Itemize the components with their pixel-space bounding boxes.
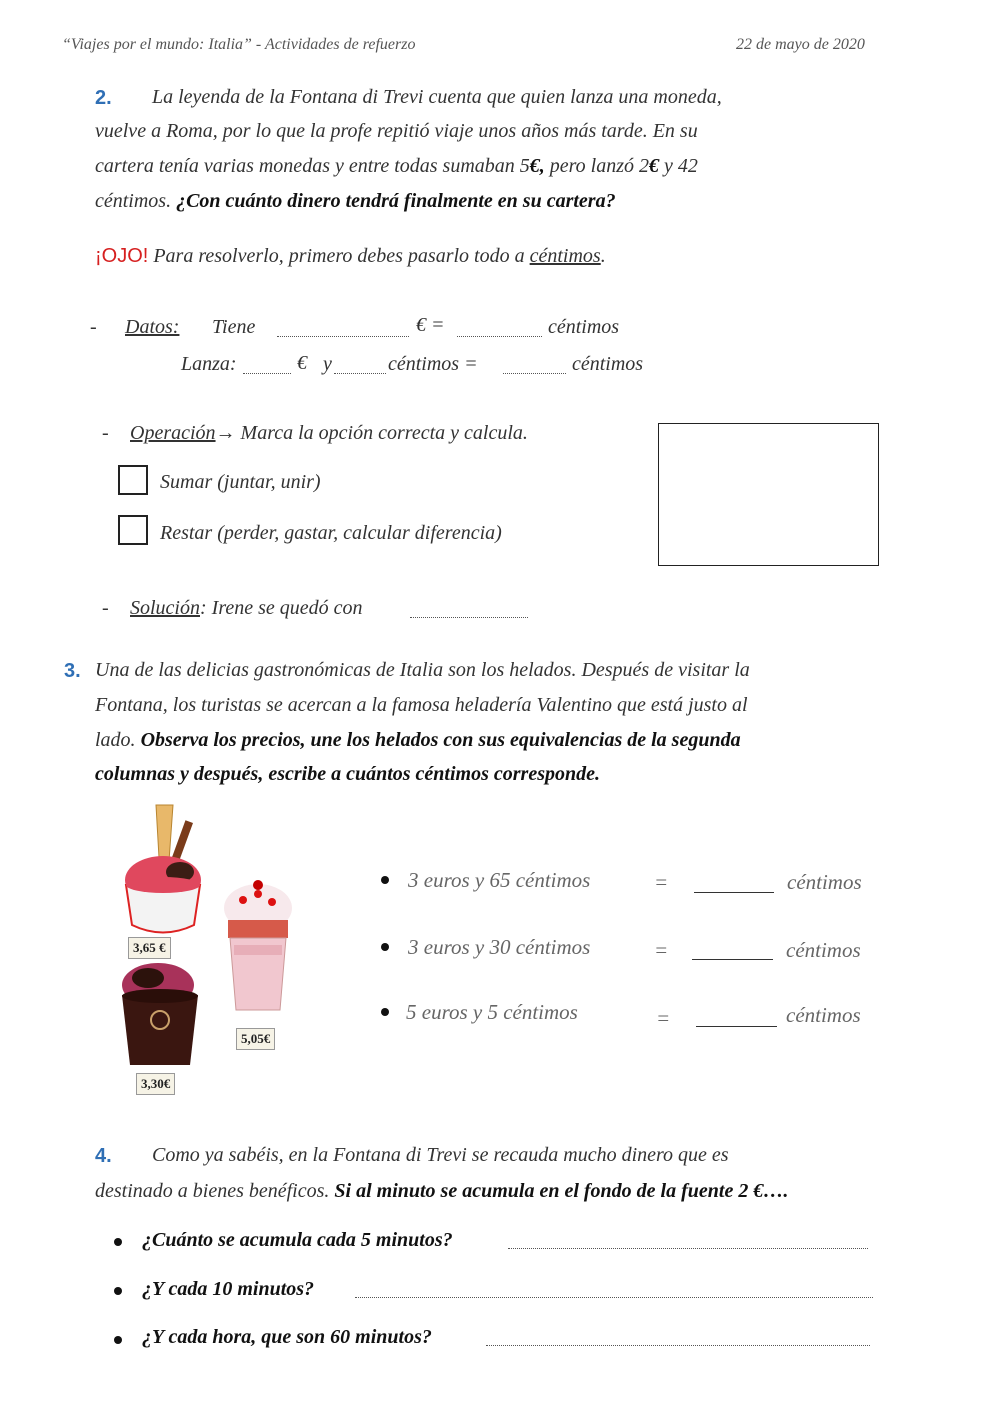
- ex2-text-line2: vuelve a Roma, por lo que la profe repitió viaje unos años más tarde. En su: [95, 120, 698, 142]
- checkbox-sumar[interactable]: [118, 465, 148, 495]
- op-line: [130, 422, 528, 445]
- ex3-text-line1: Una de las delicias gastronómicas de Italia son los helados. Después de visitar la: [95, 659, 750, 681]
- ojo-text: Para resolverlo, primero debes pasarlo todo a: [148, 245, 530, 267]
- op-text: Marca la opción correcta y calcula.: [235, 422, 528, 444]
- ojo-underlined: céntimos: [529, 245, 601, 267]
- lanza-euros-blank[interactable]: [243, 359, 291, 374]
- equivalence-1-blank[interactable]: [694, 892, 774, 893]
- ice-cream-cup-3: [122, 963, 198, 1065]
- lanza-euro-sign: €: [297, 352, 307, 374]
- lanza-label: Lanza:: [181, 353, 237, 375]
- sol-text: : Irene se quedó con: [200, 597, 363, 619]
- bullet-1: [381, 876, 389, 884]
- ex4-line2-a: destinado a bienes benéficos.: [95, 1180, 335, 1202]
- datos-dash: -: [90, 316, 97, 338]
- exercise-4-number: 4.: [95, 1145, 112, 1167]
- ojo-label: ¡OJO!: [95, 245, 149, 267]
- checkbox-restar[interactable]: [118, 515, 148, 545]
- price-tag-3: 3,30€: [136, 1073, 175, 1095]
- tiene-centimos-blank[interactable]: [457, 322, 542, 337]
- ex2-line3-b: pero lanzó 2: [544, 155, 650, 177]
- question-1: ¿Cuánto se acumula cada 5 minutos?: [142, 1229, 453, 1251]
- sol-dash: -: [102, 597, 109, 619]
- ex3-line3-a: lado.: [95, 729, 141, 751]
- op-dash: -: [102, 422, 109, 444]
- equivalence-1-eq: =: [654, 870, 669, 894]
- ex2-line3-a: cartera tenía varias monedas y entre todas sumaban 5: [95, 155, 530, 177]
- ex4-line2-b: Si al minuto se acumula en el fondo de la fuente 2 €….: [334, 1180, 789, 1202]
- solution-blank[interactable]: [410, 603, 528, 618]
- ex2-text-line4: [95, 190, 616, 213]
- q-bullet-1: [114, 1238, 122, 1246]
- equivalence-1-unit: céntimos: [787, 870, 862, 894]
- equivalence-1-text: 3 euros y 65 céntimos: [408, 868, 591, 892]
- calculation-box[interactable]: [658, 423, 879, 566]
- op-label: Operación: [130, 422, 216, 444]
- tiene-centimos-label: céntimos: [548, 316, 620, 338]
- ex2-line3-euro: €,: [529, 155, 545, 177]
- ex2-ojo-line: [95, 245, 606, 268]
- equivalence-2-blank[interactable]: [692, 959, 773, 960]
- ice-cream-cup-2: [224, 880, 292, 1010]
- lanza-total-centimos: céntimos: [572, 353, 644, 375]
- equivalence-3-text: 5 euros y 5 céntimos: [406, 1000, 578, 1024]
- ex2-text-line3: [95, 155, 698, 178]
- sol-line: [130, 597, 363, 620]
- question-3: ¿Y cada hora, que son 60 minutos?: [142, 1326, 432, 1348]
- ex4-text-line2: [95, 1180, 788, 1203]
- equivalence-2-eq: =: [654, 938, 669, 962]
- ice-cream-cup-1: [125, 805, 201, 933]
- ex2-question: ¿Con cuánto dinero tendrá finalmente en su cartera?: [176, 190, 616, 212]
- option-restar-label: Restar (perder, gastar, calcular diferencia): [160, 522, 502, 544]
- option-sumar-label: Sumar (juntar, unir): [160, 471, 321, 493]
- lanza-total-blank[interactable]: [503, 359, 566, 374]
- equivalence-3-blank[interactable]: [696, 1026, 777, 1027]
- doc-date: 22 de mayo de 2020: [736, 36, 865, 53]
- ex3-line3-b: Observa los precios, une los helados con sus equivalencias de la segunda: [140, 729, 741, 751]
- equivalence-3-unit: céntimos: [786, 1003, 861, 1027]
- bullet-3: [381, 1008, 389, 1016]
- exercise-2-number: 2.: [95, 87, 112, 109]
- lanza-y: y: [323, 353, 332, 375]
- equivalence-2-text: 3 euros y 30 céntimos: [408, 935, 591, 959]
- equivalence-2-unit: céntimos: [786, 938, 861, 962]
- op-arrow: →: [215, 422, 236, 444]
- ex3-text-line3: [95, 729, 741, 752]
- lanza-centimos-eq: céntimos =: [388, 353, 478, 375]
- ojo-end: .: [600, 245, 606, 267]
- ex2-line3-c: y 42: [659, 155, 698, 177]
- answer-2-blank[interactable]: [355, 1283, 873, 1298]
- lanza-centimos-blank[interactable]: [334, 359, 386, 374]
- price-tag-2: 5,05€: [236, 1028, 275, 1050]
- doc-title: “Viajes por el mundo: Italia” - Actividades de refuerzo: [62, 36, 416, 53]
- price-tag-1: 3,65 €: [128, 937, 171, 959]
- ex3-text-line2: Fontana, los turistas se acercan a la famosa heladería Valentino que está justo al: [95, 694, 748, 716]
- tiene-euros-blank[interactable]: [277, 322, 409, 337]
- datos-tiene: Tiene: [212, 316, 256, 338]
- ex3-text-line4: columnas y después, escribe a cuántos céntimos corresponde.: [95, 763, 600, 785]
- bullet-2: [381, 943, 389, 951]
- exercise-3-number: 3.: [64, 660, 81, 682]
- question-2: ¿Y cada 10 minutos?: [142, 1278, 315, 1300]
- q-bullet-2: [114, 1287, 122, 1295]
- tiene-euro-eq: € =: [416, 314, 445, 336]
- ex2-line4-a: céntimos.: [95, 190, 177, 212]
- ex2-text-line1: La leyenda de la Fontana di Trevi cuenta que quien lanza una moneda,: [152, 86, 722, 108]
- sol-label: Solución: [130, 597, 200, 619]
- q-bullet-3: [114, 1336, 122, 1344]
- ex4-text-line1: Como ya sabéis, en la Fontana di Trevi se recauda mucho dinero que es: [152, 1144, 729, 1166]
- datos-label: Datos:: [125, 316, 180, 338]
- equivalence-3-eq: =: [656, 1006, 671, 1030]
- ex2-line3-euro2: €: [649, 155, 660, 177]
- answer-1-blank[interactable]: [508, 1234, 868, 1249]
- answer-3-blank[interactable]: [486, 1331, 870, 1346]
